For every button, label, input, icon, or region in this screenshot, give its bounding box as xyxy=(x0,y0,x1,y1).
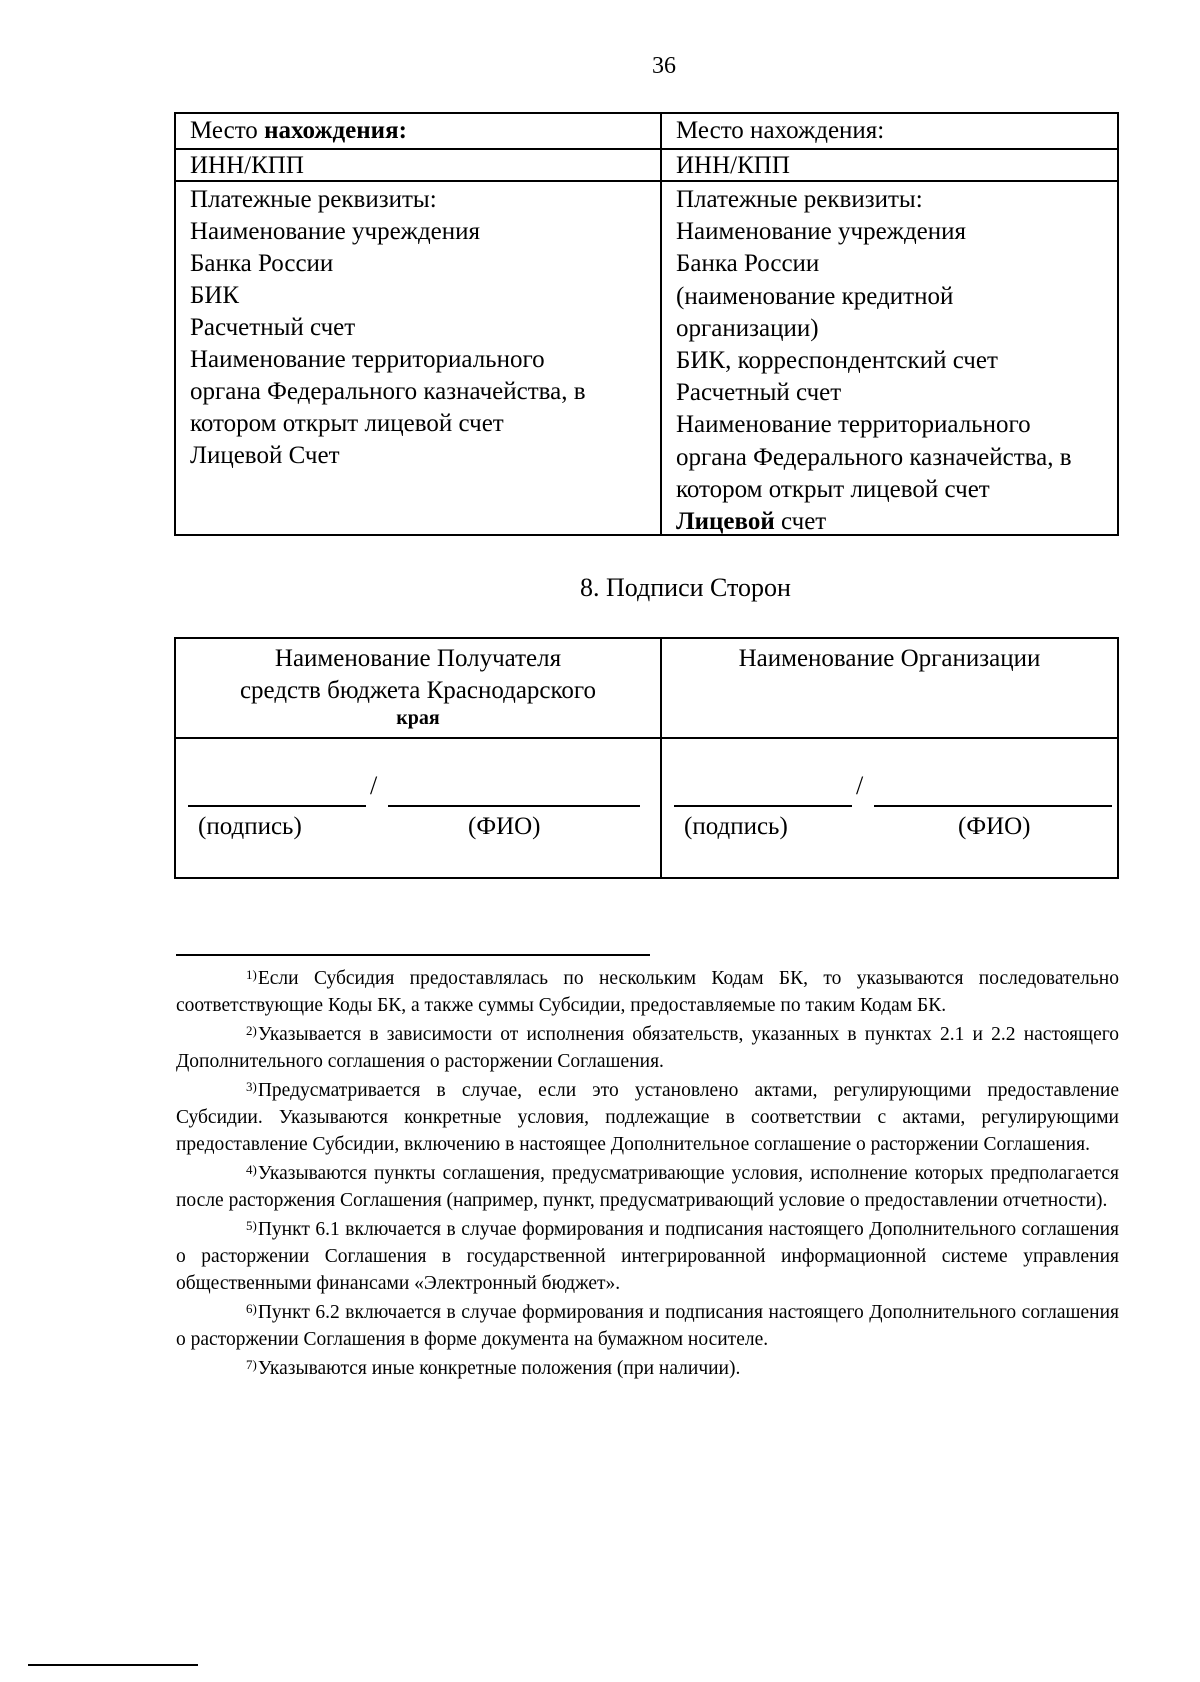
footnote-item xyxy=(176,1299,1119,1354)
footnote-text: Пункт 6.1 включается в случае формирования и подписания настоящего Дополнительного соглашения о расторжении Соглашения в государственной интегрированной информационной системе управления общественными финансами «Электронный бюджет». xyxy=(176,1218,1119,1295)
organization-header xyxy=(662,639,1117,737)
name-caption: (ФИО) xyxy=(468,813,541,840)
requisites-table xyxy=(174,112,1119,536)
signature-caption: (подпись) xyxy=(684,813,788,840)
footnote-item xyxy=(176,1355,1119,1382)
right-detail-line: котором открыт лицевой счет xyxy=(676,475,990,503)
left-location-label: Место xyxy=(190,117,265,144)
slash-separator: / xyxy=(370,771,378,800)
left-detail-line: котором открыт лицевой счет xyxy=(190,410,504,437)
name-caption: (ФИО) xyxy=(958,813,1031,840)
right-account-bold: Лицевой xyxy=(676,507,775,534)
recipient-header-line: края xyxy=(396,707,440,729)
right-detail-line: Банка России xyxy=(676,250,820,278)
bottom-separator xyxy=(28,1664,198,1666)
footnote-mark: 5) xyxy=(246,1217,257,1233)
left-detail-line: БИК xyxy=(190,282,240,309)
footnote-text: Если Субсидия предоставлялась по нескольким Кодам БК, то указываются последовательно соответствующие Коды БК, а также суммы Субсидии, предоставляемые по таким Кодам БК. xyxy=(176,968,1119,1017)
left-detail-line: Наименование территориального xyxy=(190,346,545,373)
right-detail-line: Наименование учреждения xyxy=(676,218,967,246)
right-detail-line: организации) xyxy=(676,314,819,342)
recipient-header-line: средств бюджета Краснодарского xyxy=(239,677,597,704)
signature-line xyxy=(188,805,366,807)
slash-separator: / xyxy=(856,771,864,800)
right-detail-line: БИК, корреспондентский счет xyxy=(676,346,998,374)
name-line xyxy=(388,805,640,807)
left-detail-line: Банка России xyxy=(190,250,334,277)
left-payment-details xyxy=(176,180,662,534)
footnote-text: Указывается в зависимости от исполнения обязательств, указанных в пунктах 2.1 и 2.2 настоящего Дополнительного соглашения о расторжении Соглашения. xyxy=(176,1023,1119,1073)
footnote-mark: 4) xyxy=(246,1161,257,1177)
signature-caption: (подпись) xyxy=(198,813,302,840)
right-detail-line: (наименование кредитной xyxy=(676,282,954,310)
left-inn-kpp: ИНН/КПП xyxy=(176,148,662,180)
footnote-item xyxy=(176,1021,1119,1076)
right-location-cell xyxy=(662,114,1117,148)
footnote-text: Предусматривается в случае, если это установлено актами, регулирующими предоставление Субсидии. Указываются конкретные условия, подлежащие в соответствии с актами, регулирующими предоставление Субсидии, включению в настоящее Дополнительное соглашение о расторжении Соглашения. xyxy=(176,1079,1119,1156)
right-detail-line-last xyxy=(676,506,1109,534)
footnote-text: Пункт 6.2 включается в случае формирования и подписания настоящего Дополнительного соглашения о расторжении Соглашения в форме документа на бумажном носителе. xyxy=(176,1301,1119,1351)
right-detail-line: Наименование территориального xyxy=(676,411,1031,439)
right-account-rest: счет xyxy=(774,507,827,534)
right-location-label: Место нахождения: xyxy=(676,117,885,144)
left-detail-line: Платежные реквизиты: xyxy=(190,186,437,213)
organization-signature-block xyxy=(662,737,1117,877)
left-location-label-bold: нахождения: xyxy=(264,117,407,144)
right-payment-details xyxy=(662,180,1117,534)
left-detail-line: Наименование учреждения xyxy=(190,218,481,245)
left-location-cell xyxy=(176,114,662,148)
footnote-text: Указываются иные конкретные положения (при наличии). xyxy=(257,1357,741,1379)
signature-line xyxy=(674,805,852,807)
name-line xyxy=(874,805,1112,807)
page-number: 36 xyxy=(652,53,676,79)
right-detail-line: органа Федерального казначейства, в xyxy=(676,443,1072,471)
footnote-mark: 3) xyxy=(246,1078,257,1094)
footnote-mark: 6) xyxy=(246,1300,257,1316)
right-inn-kpp: ИНН/КПП xyxy=(662,148,1117,180)
left-detail-line: Лицевой Счет xyxy=(190,442,340,469)
recipient-header xyxy=(176,639,662,737)
footnote-mark: 2) xyxy=(246,1022,257,1038)
signatures-table xyxy=(174,637,1119,879)
right-detail-line: Платежные реквизиты: xyxy=(676,186,923,213)
footnote-item xyxy=(176,1160,1119,1215)
left-detail-line: органа Федерального казначейства, в xyxy=(190,378,586,405)
organization-header-text: Наименование Организации xyxy=(738,645,1041,672)
footnote-text: Указываются пункты соглашения, предусматривающие условия, исполнение которых предполагается после расторжения Соглашения (например, пункт, предусматривающий условие о предоставлении отчетности). xyxy=(176,1162,1119,1212)
right-detail-line: Расчетный счет xyxy=(676,379,842,407)
footnotes xyxy=(176,965,1119,1383)
recipient-signature-block xyxy=(176,737,662,877)
left-detail-line: Расчетный счет xyxy=(190,314,356,341)
footnote-separator xyxy=(176,954,650,956)
footnote-mark: 1) xyxy=(246,967,257,982)
footnote-item xyxy=(176,1077,1119,1159)
footnote-item xyxy=(176,1216,1119,1298)
section-title: 8. Подписи Сторон xyxy=(580,573,791,602)
recipient-header-line: Наименование Получателя xyxy=(274,645,562,672)
footnote-mark: 7) xyxy=(246,1356,257,1372)
footnote-item xyxy=(176,965,1119,1020)
